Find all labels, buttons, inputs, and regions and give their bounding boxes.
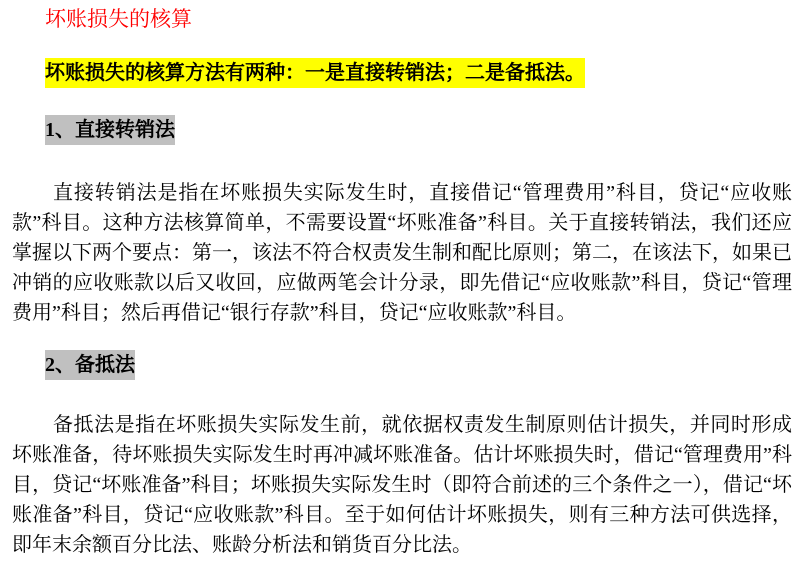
- section-2-heading-line: [45, 350, 807, 380]
- section-2-body-paragraph: 备抵法是指在坏账损失实际发生前，就依据权责发生制原则估计损失，并同时形成坏账准备，待坏账损失实际发生时再冲减坏账准备。估计坏账损失时，借记“管理费用”科目，贷记“坏账准备”科目；坏账损失实际发生时（即符合前述的三个条件之一），借记“坏账准备”科目，贷记“应收账款”科目。至于如何估计坏账损失，则有三种方法可供选择，即年末余额百分比法、账龄分析法和销货百分比法。: [12, 414, 792, 556]
- section-1-heading-line: [45, 115, 807, 145]
- summary-highlighted-text: 坏账损失的核算方法有两种：一是直接转销法；二是备抵法。: [45, 58, 585, 88]
- section-2-heading: 2、备抵法: [45, 350, 135, 380]
- section-1-heading: 1、直接转销法: [45, 115, 175, 145]
- summary-paragraph: [45, 58, 807, 88]
- document-title: 坏账损失的核算: [45, 7, 192, 31]
- section-1-body-paragraph: 直接转销法是指在坏账损失实际发生时，直接借记“管理费用”科目，贷记“应收账款”科目。这种方法核算简单，不需要设置“坏账准备”科目。关于直接转销法，我们还应掌握以下两个要点：第一，该法不符合权责发生制和配比原则；第二，在该法下，如果已冲销的应收账款以后又收回，应做两笔会计分录，即先借记“应收账款”科目，贷记“管理费用”科目；然后再借记“银行存款”科目，贷记“应收账款”科目。: [12, 182, 792, 324]
